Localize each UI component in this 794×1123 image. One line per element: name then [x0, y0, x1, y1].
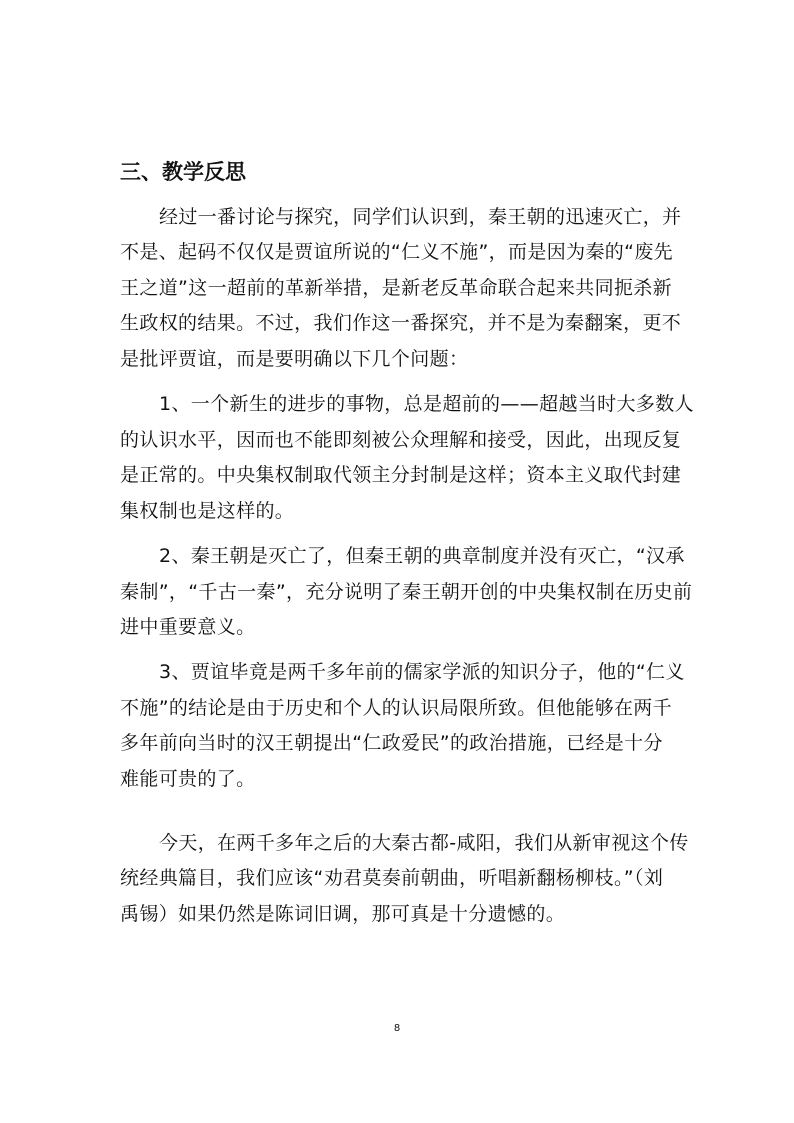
paragraph-line: 难能可贵的了。 — [120, 768, 256, 790]
paragraph-line: 3、贾谊毕竟是两千多年前的儒家学派的知识分子，他的“仁义 — [159, 661, 685, 683]
paragraph-line: 多年前向当时的汉王朝提出“仁政爱民”的政治措施，已经是十分 — [120, 732, 663, 754]
paragraph-line: 今天，在两千多年之后的大秦古都-咸阳，我们从新审视这个传 — [159, 832, 689, 854]
paragraph-line: 是批评贾谊，而是要明确以下几个问题： — [120, 348, 469, 370]
page-number: 8 — [393, 1023, 401, 1034]
paragraph-line: 2、秦王朝是灭亡了，但秦王朝的典章制度并没有灭亡，“汉承 — [159, 545, 685, 567]
paragraph-line: 的认识水平，因而也不能即刻被公众理解和接受，因此，出现反复 — [120, 429, 682, 451]
paragraph-line: 禹锡）如果仍然是陈词旧调，那可真是十分遗憾的。 — [120, 903, 566, 925]
section-title: 三、教学反思 — [120, 160, 246, 184]
paragraph-line: 生政权的结果。不过，我们作这一番探究，并不是为秦翻案，更不 — [120, 312, 682, 334]
paragraph-line: 王之道”这一超前的革新举措，是新老反革命联合起来共同扼杀新 — [120, 277, 672, 299]
paragraph-line: 秦制”，“千古一秦”，充分说明了秦王朝开创的中央集权制在历史前 — [120, 581, 693, 603]
paragraph-line: 不是、起码不仅仅是贾谊所说的“仁义不施”，而是因为秦的“废先 — [120, 241, 674, 263]
paragraph-line: 进中重要意义。 — [120, 616, 256, 638]
paragraph-line: 不施”的结论是由于历史和个人的认识局限所致。但他能够在两千 — [120, 697, 672, 719]
paragraph-line: 集权制也是这样的。 — [120, 500, 295, 522]
paragraph-line: 是正常的。中央集权制取代领主分封制是这样；资本主义取代封建 — [120, 464, 682, 486]
paragraph-line: 1、一个新生的进步的事物，总是超前的——超越当时大多数人 — [159, 393, 694, 415]
paragraph-line: 经过一番讨论与探究，同学们认识到，秦王朝的迅速灭亡，并 — [159, 206, 682, 228]
paragraph-line: 统经典篇目，我们应该“劝君莫奏前朝曲，听唱新翻杨柳枝。”（刘 — [120, 867, 664, 889]
